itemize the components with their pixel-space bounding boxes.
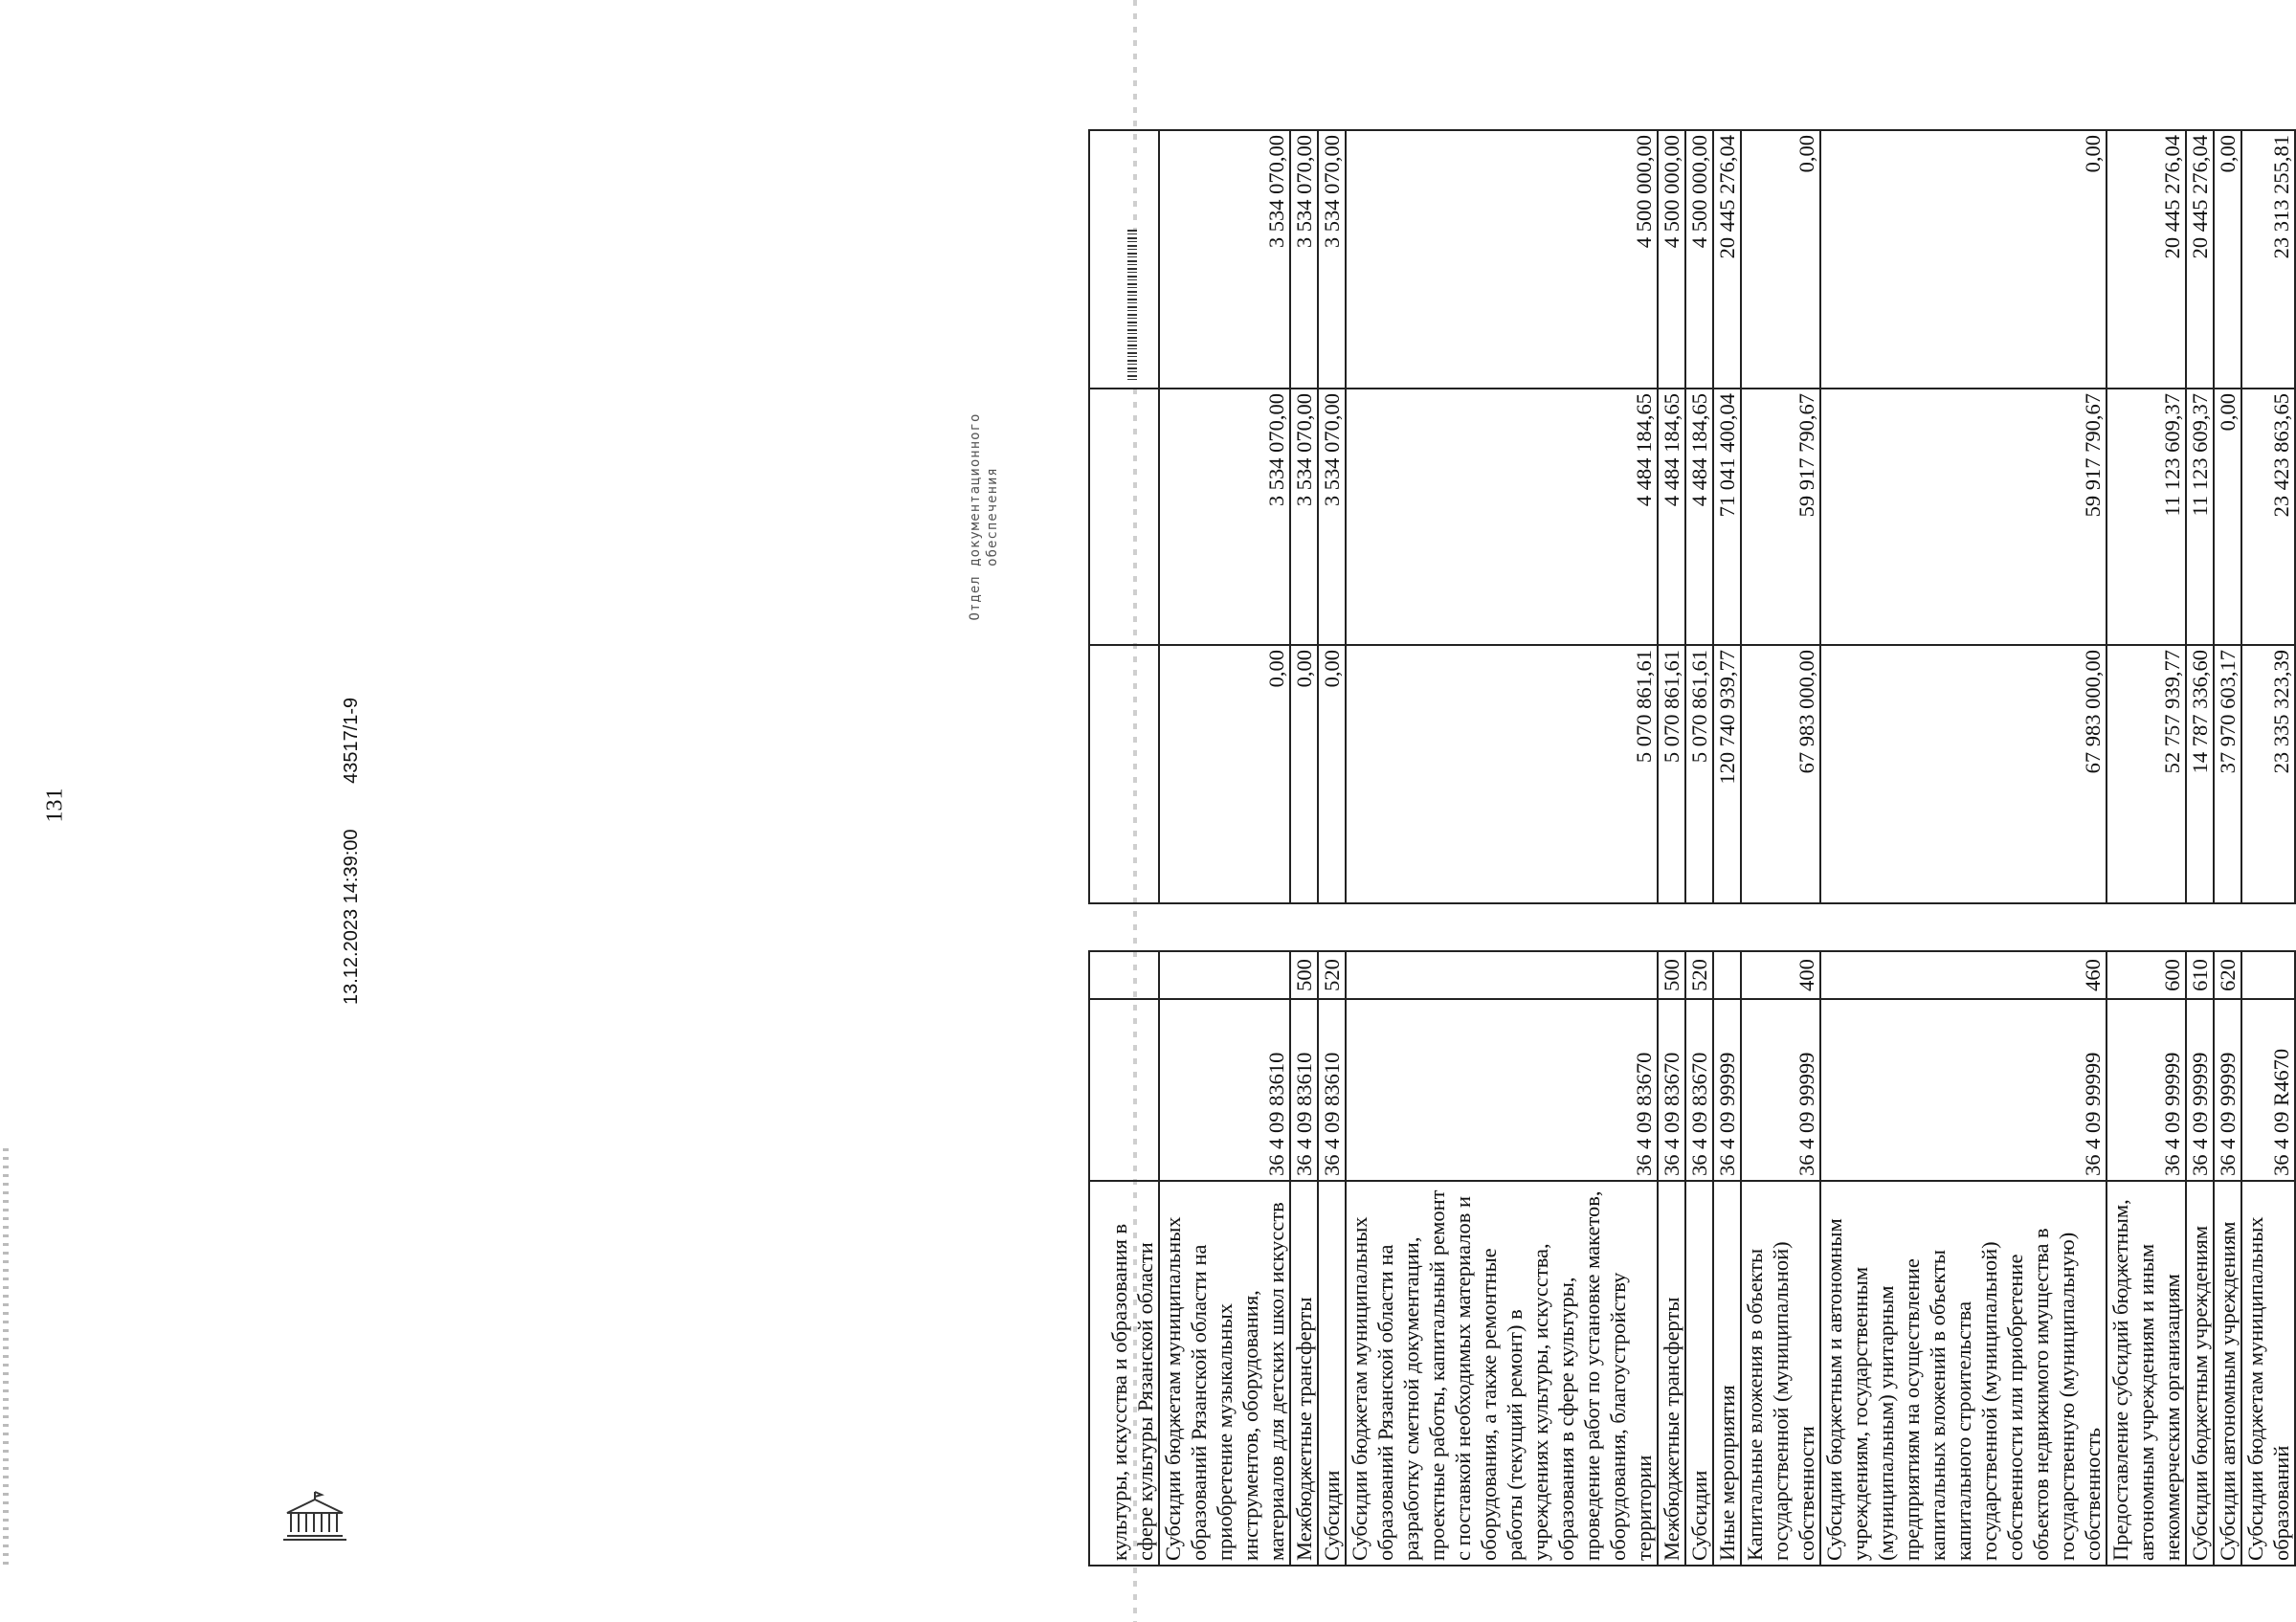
row-name: Субсидии bbox=[1685, 1181, 1713, 1566]
row-name: Субсидии бюджетам муниципальных образований bbox=[2241, 1181, 2295, 1566]
row-spacer bbox=[2214, 903, 2241, 951]
table-row bbox=[1820, 130, 2107, 1566]
row-code: 36 4 09 99999 bbox=[2186, 999, 2214, 1181]
row-vr: 610 bbox=[2186, 951, 2214, 999]
row-spacer bbox=[1685, 903, 1713, 951]
row-code: 36 4 09 99999 bbox=[2107, 999, 2186, 1181]
table-row bbox=[1290, 130, 1318, 1566]
row-value-1: 23 335 323,39 bbox=[2241, 645, 2295, 903]
row-value-2: 3 534 070,00 bbox=[1318, 389, 1346, 645]
row-value-3: 4 500 000,00 bbox=[1346, 130, 1658, 389]
row-vr bbox=[1089, 951, 1159, 999]
row-code: 36 4 09 99999 bbox=[2214, 999, 2241, 1181]
row-value-1: 0,00 bbox=[1159, 645, 1290, 903]
row-vr: 400 bbox=[1741, 951, 1820, 999]
row-value-2: 11 123 609,37 bbox=[2186, 389, 2214, 645]
row-name: Субсидии бюджетам муниципальных образований Рязанской области на приобретение музыкальных инструментов, оборудования, материалов для детских школ искусств bbox=[1159, 1181, 1290, 1566]
scan-edge-left bbox=[3, 1148, 9, 1569]
row-value-3: 4 500 000,00 bbox=[1658, 130, 1685, 389]
table-row bbox=[1159, 130, 1290, 1566]
footer-doc-number: 43517/1-9 bbox=[341, 697, 362, 784]
row-value-3: 3 534 070,00 bbox=[1159, 130, 1290, 389]
row-spacer bbox=[2241, 903, 2295, 951]
row-spacer bbox=[1290, 903, 1318, 951]
row-vr: 520 bbox=[1685, 951, 1713, 999]
row-value-2: 4 484 184,65 bbox=[1658, 389, 1685, 645]
row-value-2: 59 917 790,67 bbox=[1741, 389, 1820, 645]
table-row bbox=[2107, 130, 2186, 1566]
row-value-2: 4 484 184,65 bbox=[1346, 389, 1658, 645]
row-value-1: 5 070 861,61 bbox=[1685, 645, 1713, 903]
row-code: 36 4 09 99999 bbox=[1713, 999, 1741, 1181]
row-name: Иные мероприятия bbox=[1713, 1181, 1741, 1566]
row-name: культуры, искусства и образования в сфере культуры Рязанской области bbox=[1089, 1181, 1159, 1566]
row-value-2: 3 534 070,00 bbox=[1159, 389, 1290, 645]
row-value-2: 3 534 070,00 bbox=[1290, 389, 1318, 645]
row-code: 36 4 09 R4670 bbox=[2241, 999, 2295, 1181]
row-spacer bbox=[1089, 903, 1159, 951]
row-value-1: 5 070 861,61 bbox=[1658, 645, 1685, 903]
row-value-1 bbox=[1089, 645, 1159, 903]
row-vr: 500 bbox=[1658, 951, 1685, 999]
table-row bbox=[1658, 130, 1685, 1566]
row-value-1: 14 787 336,60 bbox=[2186, 645, 2214, 903]
row-code: 36 4 09 99999 bbox=[1741, 999, 1820, 1181]
row-value-2: 0,00 bbox=[2214, 389, 2241, 645]
table-row bbox=[1685, 130, 1713, 1566]
row-value-1: 37 970 603,17 bbox=[2214, 645, 2241, 903]
row-value-1: 67 983 000,00 bbox=[1741, 645, 1820, 903]
row-value-3: 3 534 070,00 bbox=[1318, 130, 1346, 389]
row-code: 36 4 09 83610 bbox=[1318, 999, 1346, 1181]
row-spacer bbox=[1741, 903, 1820, 951]
table-row bbox=[1741, 130, 1820, 1566]
row-spacer bbox=[2186, 903, 2214, 951]
row-value-3: 4 500 000,00 bbox=[1685, 130, 1713, 389]
row-name: Субсидии бюджетным и автономным учреждениям, государственным (муниципальным) унитарным предприятиям на осуществление капитальных вложений в объекты капитального строительства государственной (муниципальной) собственности или приобретение объектов недвижимого имущества в государственную (муниципальную) собственность bbox=[1820, 1181, 2107, 1566]
row-vr: 620 bbox=[2214, 951, 2241, 999]
row-spacer bbox=[1346, 903, 1658, 951]
row-name: Межбюджетные трансферты bbox=[1290, 1181, 1318, 1566]
row-spacer bbox=[1713, 903, 1741, 951]
table-row bbox=[2214, 130, 2241, 1566]
row-value-3: 0,00 bbox=[2214, 130, 2241, 389]
row-value-1: 0,00 bbox=[1290, 645, 1318, 903]
row-value-1: 67 983 000,00 bbox=[1820, 645, 2107, 903]
row-vr bbox=[2241, 951, 2295, 999]
budget-table-rotated bbox=[1088, 131, 2293, 1566]
row-spacer bbox=[2107, 903, 2186, 951]
document-footer bbox=[341, 335, 369, 1005]
row-spacer bbox=[1658, 903, 1685, 951]
row-value-3: 20 445 276,04 bbox=[2107, 130, 2186, 389]
row-vr bbox=[1159, 951, 1290, 999]
row-name: Субсидии bbox=[1318, 1181, 1346, 1566]
row-value-3: 20 445 276,04 bbox=[1713, 130, 1741, 389]
row-name: Субсидии бюджетам муниципальных образований Рязанской области на разработку сметной документации, проектные работы, капитальный ремонт с поставкой необходимых материалов и оборудования, а также ремонтные работы (текущий ремонт) в учреждениях культуры, искусства, образования в сфере культуры, проведение работ по установке макетов, оборудования, благоустройству территории bbox=[1346, 1181, 1658, 1566]
row-value-1: 0,00 bbox=[1318, 645, 1346, 903]
row-vr: 600 bbox=[2107, 951, 2186, 999]
row-value-1: 52 757 939,77 bbox=[2107, 645, 2186, 903]
row-value-3: 20 445 276,04 bbox=[2186, 130, 2214, 389]
row-code: 36 4 09 83610 bbox=[1290, 999, 1318, 1181]
row-value-2: 71 041 400,04 bbox=[1713, 389, 1741, 645]
table-row bbox=[2241, 130, 2295, 1566]
stamp-line-2: обеспечения bbox=[985, 467, 1000, 567]
row-code: 36 4 09 83670 bbox=[1685, 999, 1713, 1181]
row-spacer bbox=[1820, 903, 2107, 951]
row-code: 36 4 09 83670 bbox=[1346, 999, 1658, 1181]
row-value-2: 23 423 863,65 bbox=[2241, 389, 2295, 645]
row-value-2: 11 123 609,37 bbox=[2107, 389, 2186, 645]
table-row bbox=[2186, 130, 2214, 1566]
row-name: Предоставление субсидий бюджетным, автономным учреждениям и иным некоммерческим организациям bbox=[2107, 1181, 2186, 1566]
row-value-2: 59 917 790,67 bbox=[1820, 389, 2107, 645]
row-value-3 bbox=[1089, 130, 1159, 389]
row-vr bbox=[1713, 951, 1741, 999]
row-code: 36 4 09 83670 bbox=[1658, 999, 1685, 1181]
building-logo-icon bbox=[278, 1488, 352, 1545]
page-number: 131 bbox=[42, 788, 68, 823]
budget-table bbox=[1088, 129, 2296, 1566]
row-value-3: 0,00 bbox=[1820, 130, 2107, 389]
row-value-3: 23 313 255,81 bbox=[2241, 130, 2295, 389]
row-vr: 500 bbox=[1290, 951, 1318, 999]
table-row bbox=[1346, 130, 1658, 1566]
table-row bbox=[1318, 130, 1346, 1566]
department-stamp bbox=[967, 373, 1001, 660]
row-spacer bbox=[1318, 903, 1346, 951]
row-name: Субсидии бюджетным учреждениям bbox=[2186, 1181, 2214, 1566]
stamp-line-1: Отдел документационного bbox=[968, 412, 983, 621]
row-vr bbox=[1346, 951, 1658, 999]
row-value-3: 0,00 bbox=[1741, 130, 1820, 389]
row-vr: 460 bbox=[1820, 951, 2107, 999]
row-value-2: 4 484 184,65 bbox=[1685, 389, 1713, 645]
row-name: Субсидии автономным учреждениям bbox=[2214, 1181, 2241, 1566]
row-name: Межбюджетные трансферты bbox=[1658, 1181, 1685, 1566]
table-row bbox=[1713, 130, 1741, 1566]
row-code: 36 4 09 83610 bbox=[1159, 999, 1290, 1181]
row-code bbox=[1089, 999, 1159, 1181]
row-value-1: 120 740 939,77 bbox=[1713, 645, 1741, 903]
row-vr: 520 bbox=[1318, 951, 1346, 999]
table-row bbox=[1089, 130, 1159, 1566]
row-value-3: 3 534 070,00 bbox=[1290, 130, 1318, 389]
row-value-1: 5 070 861,61 bbox=[1346, 645, 1658, 903]
row-name: Капитальные вложения в объекты государственной (муниципальной) собственности bbox=[1741, 1181, 1820, 1566]
row-code: 36 4 09 99999 bbox=[1820, 999, 2107, 1181]
row-spacer bbox=[1159, 903, 1290, 951]
row-value-2 bbox=[1089, 389, 1159, 645]
footer-datetime: 13.12.2023 14:39:00 bbox=[341, 829, 362, 1005]
